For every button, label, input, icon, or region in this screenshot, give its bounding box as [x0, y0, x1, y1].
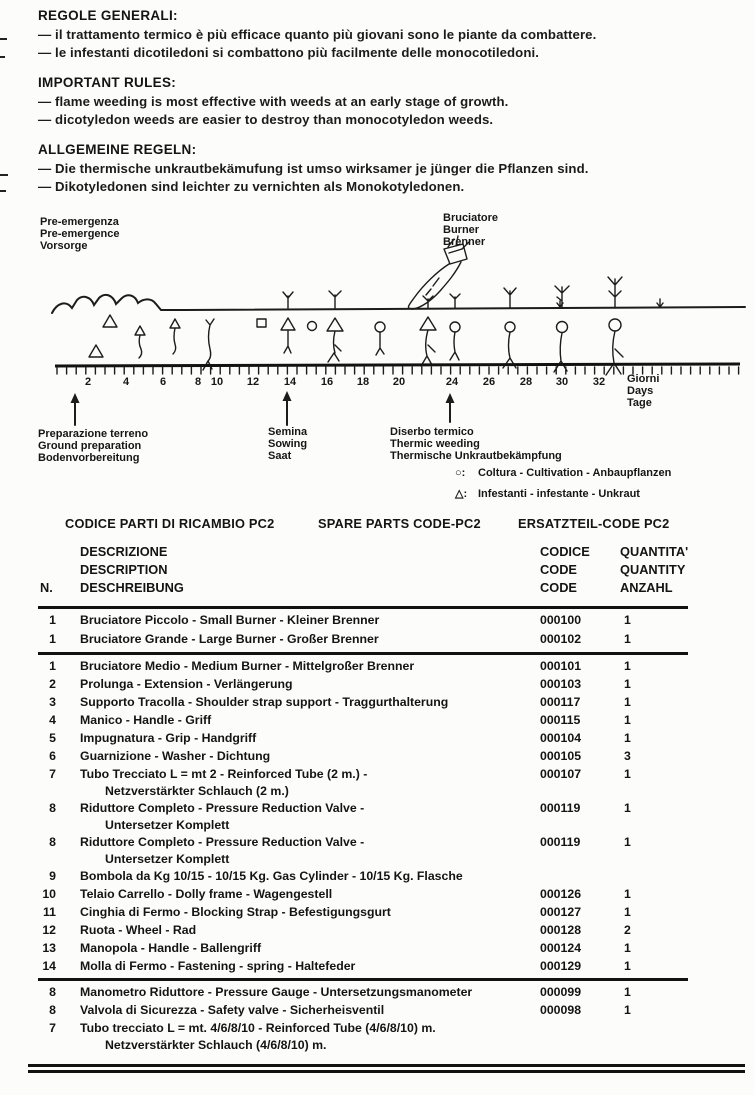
table-row	[0, 1019, 755, 1053]
row-description	[56, 1019, 516, 1053]
col-code-header: CODICE	[540, 544, 590, 559]
up-arrow	[71, 391, 455, 425]
burner-label: Burner	[443, 224, 480, 236]
row-code: 000115	[540, 713, 581, 727]
table-row	[0, 675, 755, 693]
legend-weed-label: Infestanti - infestante - Unkraut	[478, 488, 640, 500]
table-title-german: ERSATZTEIL-CODE PC2	[518, 516, 670, 531]
row-description: Impugnatura - Grip - Handgriff	[80, 731, 257, 745]
description-line-2: Netzverstärkter Schlauch (4/6/8/10) m.	[105, 1038, 327, 1052]
row-qty: 1	[624, 731, 631, 745]
row-qty: 1	[624, 887, 631, 901]
row-qty: 2	[624, 923, 631, 937]
row-qty: 1	[624, 941, 631, 955]
rule-item: — Die thermische unkrautbekämufung ist umso wirksamer je jünger die Pflanzen sind.	[38, 161, 589, 176]
rule-item: — le infestanti dicotiledoni si combattono più facilmente delle monocotiledoni.	[38, 45, 540, 60]
axis-tick-label: 20	[392, 376, 406, 388]
burner-label: Brenner	[443, 236, 486, 248]
row-qty: 1	[624, 905, 631, 919]
row-number: 8	[49, 801, 56, 815]
axis-unit-label: Days	[627, 385, 654, 397]
description-line-1: Tubo Trecciato L = mt 2 - Reinforced Tube (2 m.) -	[80, 767, 368, 781]
axis-tick-label: 30	[555, 376, 569, 388]
table-row	[0, 903, 755, 921]
table-row	[0, 885, 755, 903]
row-code: 000119	[540, 801, 581, 815]
table-title-row	[0, 516, 755, 532]
table-row	[0, 921, 755, 939]
annotation-thermic-weeding: Diserbo termico	[390, 426, 474, 438]
row-number: 13	[42, 941, 56, 955]
rules-section-italian	[38, 8, 743, 62]
row-qty: 1	[624, 613, 631, 627]
rule-item: — flame weeding is most effective with weeds at an early stage of growth.	[38, 94, 509, 109]
rule-item: — il trattamento termico è più efficace quanto più giovani sono le piante da combattere.	[38, 27, 597, 42]
row-number: 3	[49, 695, 56, 709]
row-description: Cinghia di Fermo - Blocking Strap - Befestigungsgurt	[80, 905, 391, 919]
legend-crop-label: Coltura - Cultivation - Anbaupflanzen	[478, 467, 672, 479]
row-number: 6	[49, 749, 56, 763]
row-number: 1	[49, 659, 56, 673]
row-number: 7	[49, 767, 56, 781]
crop-symbol-icon: ○:	[455, 467, 466, 479]
col-description-header: DESCRIPTION	[80, 562, 168, 577]
row-code: 000127	[540, 905, 582, 919]
spare-parts-table	[0, 516, 755, 1073]
row-number: 9	[49, 869, 56, 883]
pre-emergence-label: Vorsorge	[40, 240, 88, 252]
diagram-legend	[454, 467, 672, 500]
row-qty: 1	[624, 1003, 631, 1017]
description-line-2: Netzverstärkter Schlauch (2 m.)	[105, 784, 289, 798]
flame-weeding-timeline-diagram	[0, 209, 755, 501]
row-description: Bruciatore Medio - Medium Burner - Mittelgroßer Brenner	[80, 659, 415, 673]
row-qty: 1	[624, 835, 631, 849]
row-number: 1	[49, 632, 56, 646]
row-number: 8	[49, 985, 56, 999]
description-line-2: Untersetzer Komplett	[105, 818, 230, 832]
table-row	[0, 983, 755, 1001]
table-row	[0, 1001, 755, 1019]
row-description	[56, 833, 516, 867]
table-row	[0, 657, 755, 675]
description-line-1: Tubo trecciato L = mt. 4/6/8/10 - Reinforced Tube (4/6/8/10) m.	[80, 1021, 436, 1035]
axis-tick-label: 16	[320, 376, 334, 388]
row-description	[56, 765, 516, 799]
row-qty: 1	[624, 659, 631, 673]
annotation-sowing: Saat	[268, 450, 292, 462]
section-heading: ALLGEMEINE REGELN:	[38, 142, 197, 157]
rules-block	[0, 8, 755, 196]
axis-unit-label: Giorni	[627, 373, 660, 385]
axis-tick-label: 12	[246, 376, 260, 388]
row-number: 1	[49, 613, 56, 627]
timeline-axis	[55, 364, 740, 409]
annotation-sowing: Semina	[268, 426, 308, 438]
axis-tick-label: 26	[482, 376, 496, 388]
row-description: Bruciatore Grande - Large Burner - Großer Brenner	[80, 632, 379, 646]
col-code-header: CODE	[540, 562, 577, 577]
col-qty-header: QUANTITY	[620, 562, 686, 577]
axis-tick-label: 32	[592, 376, 606, 388]
soil-line	[52, 295, 745, 313]
col-qty-header: ANZAHL	[620, 580, 673, 595]
row-code: 000126	[540, 887, 582, 901]
pre-emergence-label: Pre-emergence	[40, 228, 120, 240]
rule-item: — dicotyledon weeds are easier to destroy than monocotyledon weeds.	[38, 112, 494, 127]
row-qty: 1	[624, 632, 631, 646]
table-row	[0, 630, 755, 649]
annotation-thermic-weeding: Thermic weeding	[390, 438, 480, 450]
table-header	[0, 544, 755, 598]
burner-label: Bruciatore	[443, 212, 499, 224]
row-qty: 1	[624, 767, 631, 781]
row-description: Valvola di Sicurezza - Safety valve - Sicherheisventil	[80, 1003, 385, 1017]
bottom-double-rule	[28, 1064, 745, 1067]
row-description: Bruciatore Piccolo - Small Burner - Kleiner Brenner	[80, 613, 380, 627]
row-qty: 1	[624, 713, 631, 727]
col-code-header: CODE	[540, 580, 577, 595]
table-row	[0, 799, 755, 833]
row-qty: 1	[624, 695, 631, 709]
row-number: 8	[49, 1003, 56, 1017]
row-description: Bombola da Kg 10/15 - 10/15 Kg. Gas Cylinder - 10/15 Kg. Flasche	[80, 869, 463, 883]
row-number: 4	[49, 713, 56, 727]
description-line-2: Untersetzer Komplett	[105, 852, 230, 866]
row-number: 8	[49, 835, 56, 849]
row-code: 000117	[540, 695, 581, 709]
annotation-thermic-weeding: Thermische Unkrautbekämpfung	[390, 450, 562, 462]
axis-tick-label: 2	[84, 376, 92, 388]
row-code: 000102	[540, 632, 582, 646]
row-qty: 1	[624, 959, 631, 973]
table-row	[0, 833, 755, 867]
row-description: Supporto Tracolla - Shoulder strap support - Traggurthalterung	[80, 695, 449, 709]
col-description-header: DESCRIZIONE	[80, 544, 168, 559]
row-number: 12	[42, 923, 56, 937]
row-number: 5	[49, 731, 56, 745]
row-description: Manometro Riduttore - Pressure Gauge - Untersetzungsmanometer	[80, 985, 473, 999]
row-code: 000128	[540, 923, 582, 937]
table-row	[0, 729, 755, 747]
row-number: 11	[43, 905, 56, 919]
rules-section-german	[38, 142, 743, 196]
row-qty: 1	[624, 801, 631, 815]
row-code: 000104	[540, 731, 582, 745]
row-code: 000101	[540, 659, 582, 673]
table-group-accessories	[0, 981, 755, 1056]
scan-artifact	[0, 174, 8, 176]
axis-tick-label: 4	[122, 376, 130, 388]
section-heading: REGOLE GENERALI:	[38, 8, 178, 23]
scan-artifact	[0, 38, 7, 40]
row-code: 000129	[540, 959, 582, 973]
table-title-italian: CODICE PARTI DI RICAMBIO PC2	[65, 516, 275, 531]
row-code: 000099	[540, 985, 582, 999]
row-number: 2	[49, 677, 56, 691]
pre-emergence-label: Pre-emergenza	[40, 216, 119, 228]
annotation-ground-prep: Ground preparation	[38, 440, 142, 452]
axis-tick-label: 18	[356, 376, 370, 388]
table-title-english: SPARE PARTS CODE-PC2	[318, 516, 481, 531]
row-qty: 1	[624, 985, 631, 999]
row-description: Prolunga - Extension - Verlängerung	[80, 677, 293, 691]
table-row	[0, 747, 755, 765]
table-row	[0, 711, 755, 729]
axis-tick-label: 10	[210, 376, 224, 388]
table-row	[0, 611, 755, 630]
row-description: Manico - Handle - Griff	[80, 713, 212, 727]
scan-artifact	[0, 56, 5, 58]
col-description-header: DESCHREIBUNG	[80, 580, 184, 595]
table-row	[0, 765, 755, 799]
bottom-double-rule	[28, 1070, 745, 1073]
table-group-main	[0, 655, 755, 978]
description-line-1: Riduttore Completo - Pressure Reduction Valve -	[80, 835, 365, 849]
scan-artifact	[0, 190, 6, 192]
col-n-header: N.	[40, 580, 53, 595]
row-description: Manopola - Handle - Ballengriff	[80, 941, 262, 955]
weed-symbol-icon: △:	[455, 488, 468, 500]
row-code: 000100	[540, 613, 582, 627]
row-code: 000098	[540, 1003, 582, 1017]
row-number: 14	[42, 959, 56, 973]
axis-tick-label: 14	[283, 376, 297, 388]
axis-tick-label: 24	[445, 376, 459, 388]
rule-item: — Dikotyledonen sind leichter zu vernichten als Monokotyledonen.	[38, 179, 465, 194]
col-qty-header: QUANTITA'	[620, 544, 689, 559]
row-qty: 3	[624, 749, 631, 763]
row-code: 000107	[540, 767, 582, 781]
row-description	[56, 799, 516, 833]
row-description: Molla di Fermo - Fastening - spring - Haltefeder	[80, 959, 356, 973]
row-description: Telaio Carrello - Dolly frame - Wagengestell	[80, 887, 333, 901]
description-line-1: Riduttore Completo - Pressure Reduction Valve -	[80, 801, 365, 815]
table-row	[0, 957, 755, 975]
rules-section-english	[38, 75, 743, 129]
annotation-sowing: Sowing	[268, 438, 308, 450]
annotation-ground-prep: Preparazione terreno	[38, 428, 149, 440]
row-code: 000124	[540, 941, 582, 955]
axis-tick-label: 8	[194, 376, 202, 388]
table-row	[0, 939, 755, 957]
row-description: Ruota - Wheel - Rad	[80, 923, 197, 937]
table-row	[0, 867, 755, 885]
row-description: Guarnizione - Washer - Dichtung	[80, 749, 271, 763]
axis-tick-label: 28	[519, 376, 533, 388]
table-row	[0, 693, 755, 711]
row-qty: 1	[624, 677, 631, 691]
axis-tick-label: 6	[159, 376, 167, 388]
annotation-ground-prep: Bodenvorbereitung	[38, 452, 140, 464]
table-group-burners	[0, 609, 755, 652]
row-code: 000105	[540, 749, 582, 763]
axis-unit-label: Tage	[627, 397, 652, 409]
section-heading: IMPORTANT RULES:	[38, 75, 177, 90]
row-number: 7	[49, 1021, 56, 1035]
row-number: 10	[42, 887, 56, 901]
row-code: 000119	[540, 835, 581, 849]
row-code: 000103	[540, 677, 582, 691]
